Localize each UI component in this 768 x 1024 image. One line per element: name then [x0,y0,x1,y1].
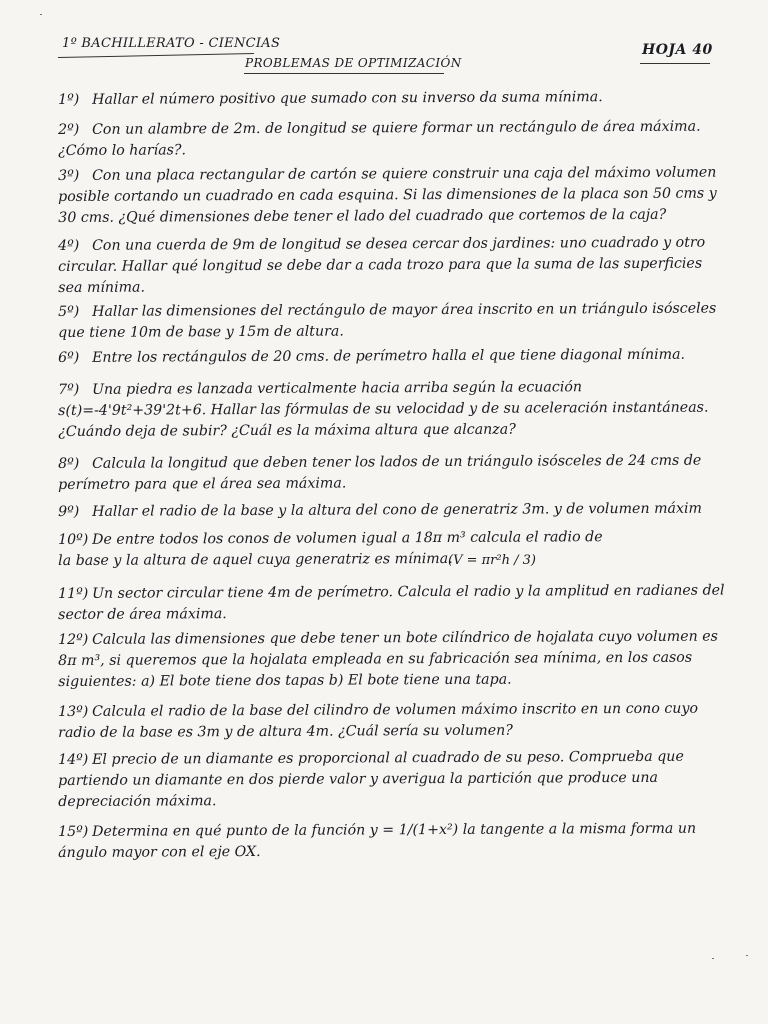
problem-number: 10º) [58,531,89,548]
problem-number: 13º) [58,703,89,720]
problem-number: 7º) [58,381,80,398]
problem-3 [58,162,730,229]
problem-14 [58,746,730,813]
problem-number: 2º) [58,121,80,138]
problem-number: 14º) [58,751,89,768]
course-underline [58,53,254,58]
sheet-number: HOJA 40 [642,42,713,58]
scan-mark [40,14,42,15]
problem-text: Entre los rectángulos de 20 cms. de perímetro halla el que tiene diagonal mínima. [92,346,686,366]
problem-text: De entre todos los conos de volumen igual a 18π m³ calcula el radio de la base y la altura de aquel cuya generatriz es mínima. [58,529,603,569]
problem-text: Calcula la longitud que deben tener los lados de un triángulo isósceles de 24 cms de perímetro para que el área sea máxima. [58,452,702,493]
problem-text: Con una cuerda de 9m de longitud se desea cercar dos jardines: uno cuadrado y otro circular. Hallar qué longitud se debe dar a cada trozo para que la suma de las superficies sea mínima. [58,234,706,296]
problem-text: Con una placa rectangular de cartón se quiere construir una caja del máximo volumen posible cortando un cuadrado en cada esquina. Si las dimensiones de la placa son 50 cms y 30 cms. ¿Qué dimensiones debe tener el lado del cuadrado que cortemos de la caja? [58,164,717,226]
problem-6 [58,344,730,369]
problem-text: Calcula las dimensiones que debe tener un bote cilíndrico de hojalata cuyo volumen es 8π m³, si queremos que la hojalata empleada en su fabricación sea mínima, en los casos siguientes: a) El bote tiene dos tapas b) El bote tiene una tapa. [58,628,718,690]
problem-text: Una piedra es lanzada verticalmente hacia arriba según la ecuación s(t)=-4'9t²+39'2t+6. Hallar las fórmulas de su velocidad y de su aceleración instantáneas. ¿Cuándo deja de subir? ¿Cuál es la máxima altura que alcanza? [58,379,709,440]
problem-number: 1º) [58,91,80,108]
cone-volume-formula: (V = πr²h / 3) [448,553,536,568]
problem-1 [58,86,730,111]
problem-number: 4º) [58,237,80,254]
sheet-underline [640,63,710,64]
problem-number: 3º) [58,167,80,184]
problem-text: Determina en qué punto de la función y = 1/(1+x²) la tangente a la misma forma un ángulo mayor con el eje OX. [58,820,697,861]
problem-number: 11º) [58,585,89,602]
problem-number: 8º) [58,455,80,472]
problem-15 [58,818,730,864]
problem-2 [58,116,730,162]
problem-4 [58,232,730,299]
problem-text: Un sector circular tiene 4m de perímetro. Calcula el radio y la amplitud en radianes del sector de área máxima. [58,582,725,623]
problem-text: Hallar el radio de la base y la altura del cono de generatriz 3m. y de volumen máxim [92,500,703,520]
scan-mark [746,955,748,956]
problem-5 [58,298,730,344]
problem-number: 15º) [58,823,89,840]
page-title: PROBLEMAS DE OPTIMIZACIÓN [245,56,462,70]
problem-text: Hallar el número positivo que sumado con su inverso da suma mínima. [92,89,603,108]
problem-8 [58,450,730,496]
problem-13 [58,698,730,744]
problem-9 [58,498,730,523]
problem-11 [58,580,730,626]
title-underline [244,73,444,74]
problem-12 [58,626,730,693]
problem-number: 12º) [58,631,89,648]
problem-text: El precio de un diamante es proporcional al cuadrado de su peso. Comprueba que partiendo un diamante en dos pierde valor y averigua la partición que produce una depreciación máxima. [58,748,684,810]
problem-7 [58,376,730,443]
problem-text: Hallar las dimensiones del rectángulo de mayor área inscrito en un triángulo isósceles que tiene 10m de base y 15m de altura. [58,300,717,341]
course-label: 1º BACHILLERATO - CIENCIAS [62,36,281,51]
problem-number: 9º) [58,503,80,520]
problem-number: 5º) [58,303,80,320]
problem-text: Calcula el radio de la base del cilindro de volumen máximo inscrito en un cono cuyo radio de la base es 3m y de altura 4m. ¿Cuál sería su volumen? [58,700,699,741]
problem-number: 6º) [58,349,80,366]
problem-text: Con un alambre de 2m. de longitud se quiere formar un rectángulo de área máxima. ¿Cómo lo harías?. [58,118,701,159]
scan-mark [712,958,714,959]
